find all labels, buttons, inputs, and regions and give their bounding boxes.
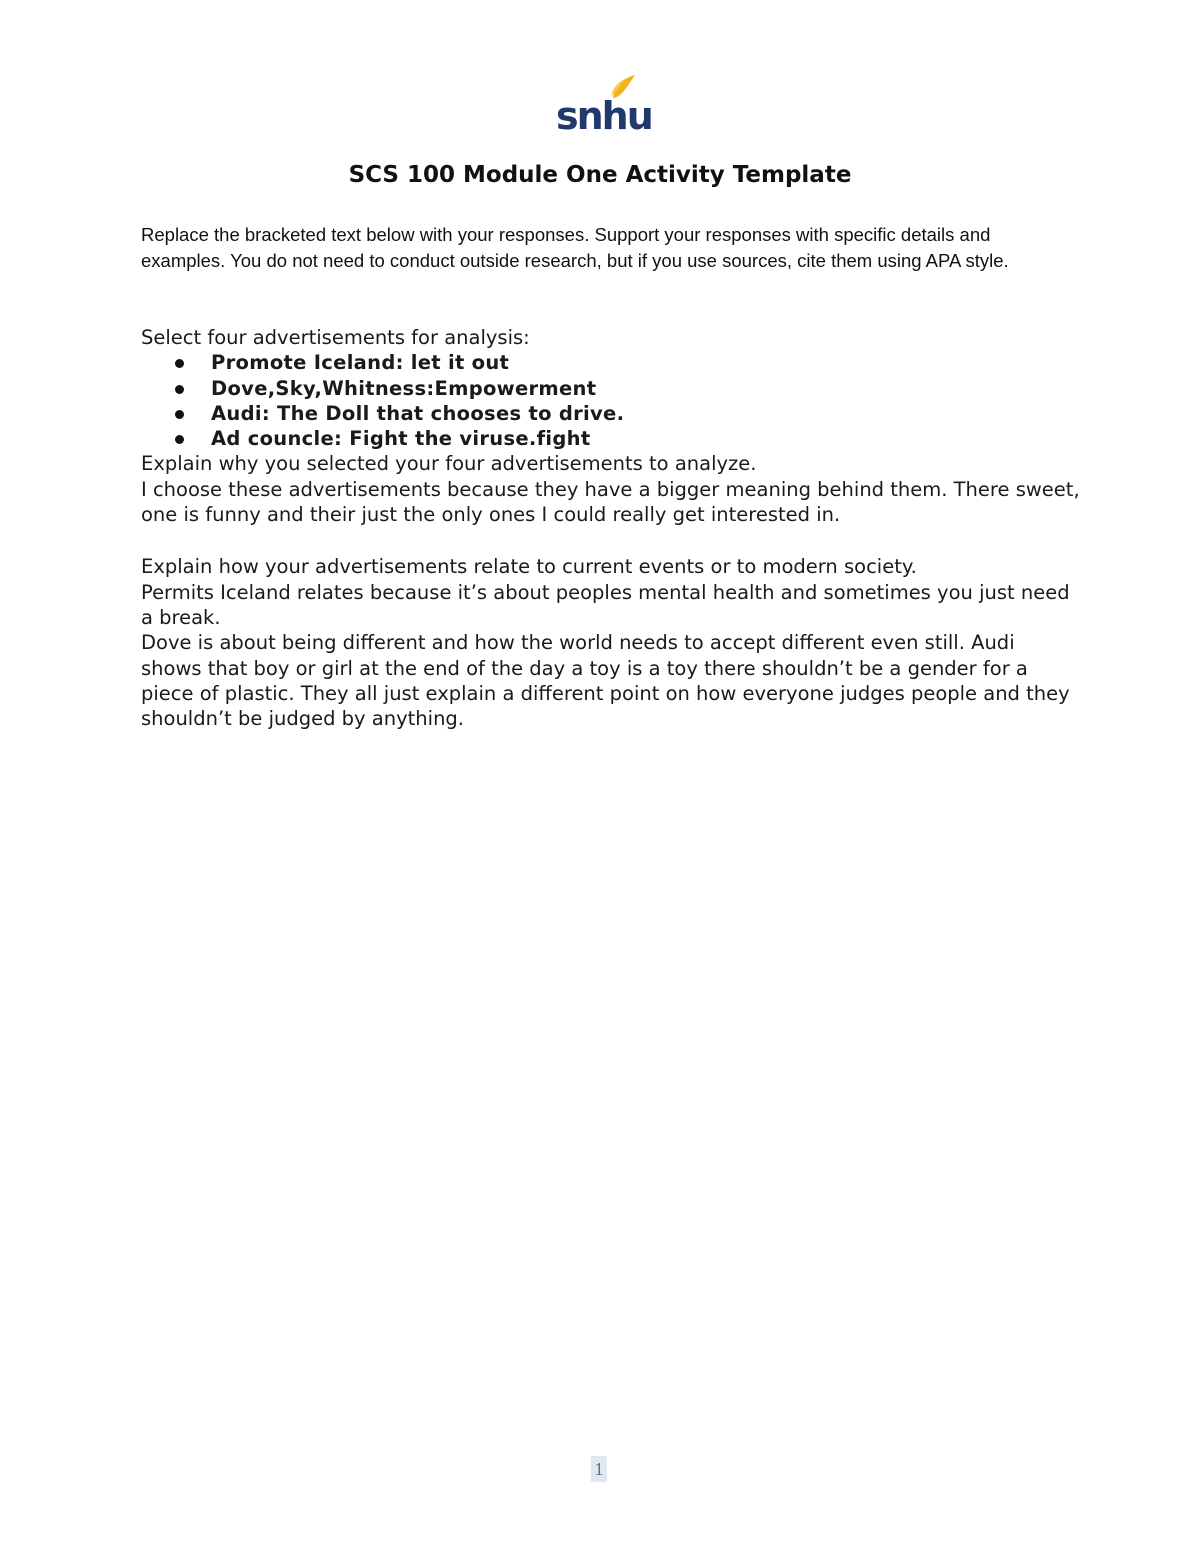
- document-body: [141, 325, 1081, 731]
- advertisement-label: Dove,Sky,Whitness:Empowerment: [211, 376, 597, 400]
- snhu-logo: [555, 72, 652, 138]
- bullet-icon: [175, 359, 184, 368]
- page-number: 1: [591, 1456, 607, 1482]
- snhu-logo-graphic: [555, 72, 652, 138]
- list-item: [141, 426, 1081, 451]
- list-item: [141, 350, 1081, 375]
- advertisement-label: Promote Iceland: let it out: [211, 351, 510, 375]
- select-prompt: Select four advertisements for analysis:: [141, 326, 530, 349]
- relate-answer-dove-audi: Dove is about being different and how the world needs to accept different even still. Audi shows that boy or girl at the end of the day a toy is a toy there shouldn’t be a gender for a piece of plastic. They all just explain a different point on how everyone judges people and they shouldn’t be judged by anything.: [141, 631, 1070, 731]
- list-item: [141, 401, 1081, 426]
- advertisement-label: Audi: The Doll that chooses to drive.: [211, 401, 625, 425]
- snhu-logo-text: snhu: [556, 94, 652, 138]
- document-title: SCS 100 Module One Activity Template: [348, 162, 852, 188]
- instructions-text: Replace the bracketed text below with your responses. Support your responses with specific details and examples. You do not need to conduct outside research, but if you use sources, cite them using APA style.: [141, 224, 1009, 271]
- relate-answer-iceland: Permits Iceland relates because it’s about peoples mental health and sometimes you just need a break.: [141, 580, 1070, 629]
- bullet-icon: [175, 435, 184, 444]
- advertisement-label: Ad councle: Fight the viruse.fight: [211, 427, 591, 451]
- relate-prompt: Explain how your advertisements relate to current events or to modern society.: [141, 555, 917, 579]
- why-prompt: Explain why you selected your four advertisements to analyze.: [141, 452, 757, 476]
- list-item: [141, 376, 1081, 401]
- paragraph-spacer: [141, 527, 1081, 554]
- bullet-icon: [175, 385, 184, 394]
- why-answer: I choose these advertisements because they have a bigger meaning behind them. There sweet, one is funny and their just the only ones I could really get interested in.: [141, 477, 1080, 527]
- advertisement-list: [141, 350, 1081, 451]
- bullet-icon: [175, 410, 184, 419]
